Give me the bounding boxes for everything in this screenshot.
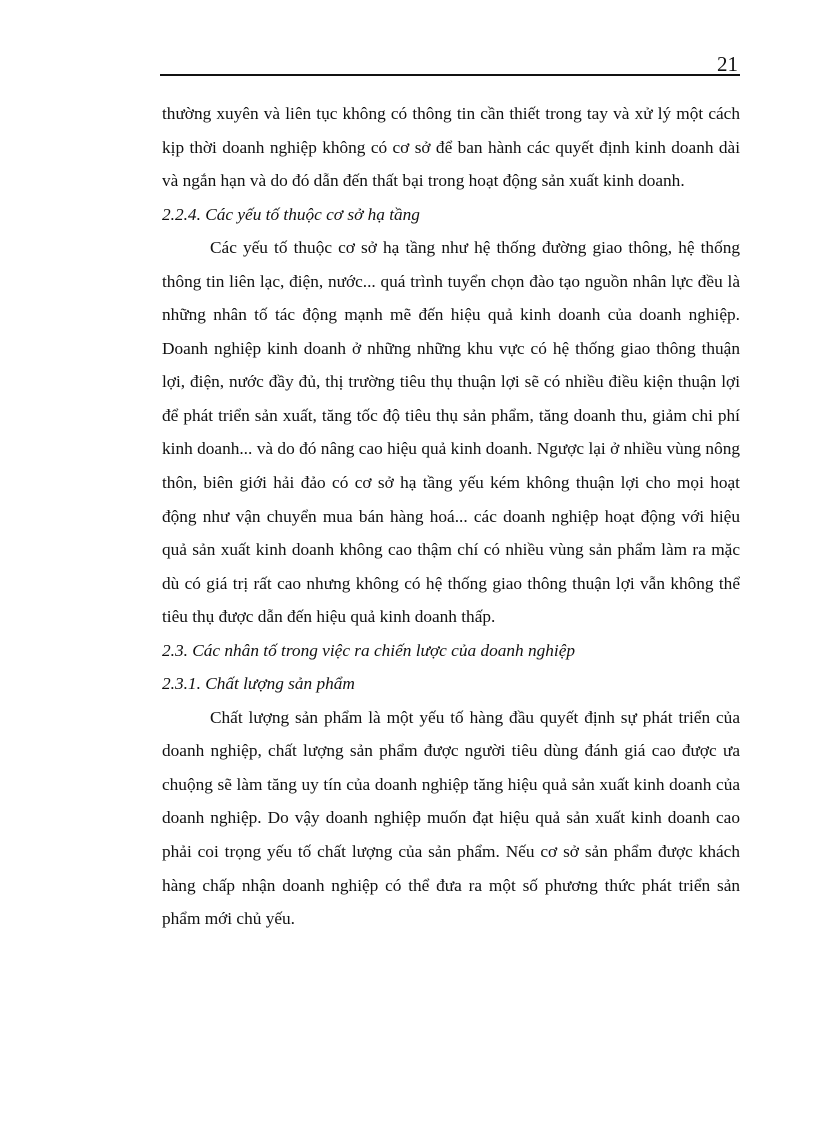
document-body — [162, 97, 740, 936]
section-heading-2-2-4: 2.2.4. Các yếu tố thuộc cơ sở hạ tầng — [162, 204, 420, 224]
page-number: 21 — [717, 52, 738, 76]
paragraph-continued: thường xuyên và liên tục không có thông tin cần thiết trong tay và xử lý một cách kịp thời doanh nghiệp không có cơ sở để ban hành các quyết định kinh doanh dài và ngắn hạn và do đó dẫn đến thất bại trong hoạt động sản xuất kinh doanh. — [162, 104, 740, 191]
header-rule — [160, 74, 740, 76]
section-heading-2-3: 2.3. Các nhân tố trong việc ra chiến lược của doanh nghiệp — [162, 640, 576, 660]
paragraph-product-quality: Chất lượng sản phẩm là một yếu tố hàng đầu quyết định sự phát triển của doanh nghiệp, chất lượng sản phẩm được người tiêu dùng đánh giá cao được ưa chuộng sẽ làm tăng uy tín của doanh nghiệp tăng hiệu quả sản xuất kinh doanh của doanh nghiệp. Do vậy doanh nghiệp muốn đạt hiệu quả sản xuất kinh doanh cao phải coi trọng yếu tố chất lượng của sản phẩm. Nếu cơ sở sản phẩm được khách hàng chấp nhận doanh nghiệp có thể đưa ra một số phương thức phát triển sản phẩm mới chủ yếu. — [162, 707, 740, 929]
paragraph-infrastructure: Các yếu tố thuộc cơ sở hạ tầng như hệ thống đường giao thông, hệ thống thông tin liên lạc, điện, nước... quá trình tuyển chọn đào tạo nguồn nhân lực đều là những nhân tố tác động mạnh mẽ đến hiệu quả kinh doanh của doanh nghiệp. Doanh nghiệp kinh doanh ở những những khu vực có hệ thống giao thông thuận lợi, điện, nước đầy đủ, thị trường tiêu thụ thuận lợi sẽ có nhiều điều kiện thuận lợi để phát triển sản xuất, tăng tốc độ tiêu thụ sản phẩm, tăng doanh thu, giảm chi phí kinh doanh... và do đó nâng cao hiệu quả kinh doanh. Ngược lại ở nhiều vùng nông thôn, biên giới hải đảo có cơ sở hạ tầng yếu kém không thuận lợi cho mọi hoạt động như vận chuyển mua bán hàng hoá... các doanh nghiệp hoạt động với hiệu quả sản xuất kinh doanh không cao thậm chí có nhiều vùng sản phẩm làm ra mặc dù có giá trị rất cao nhưng không có hệ thống giao thông thuận lợi vẫn không thể tiêu thụ được dẫn đến hiệu quả kinh doanh thấp. — [162, 238, 740, 627]
section-heading-2-3-1: 2.3.1. Chất lượng sản phẩm — [162, 674, 355, 694]
